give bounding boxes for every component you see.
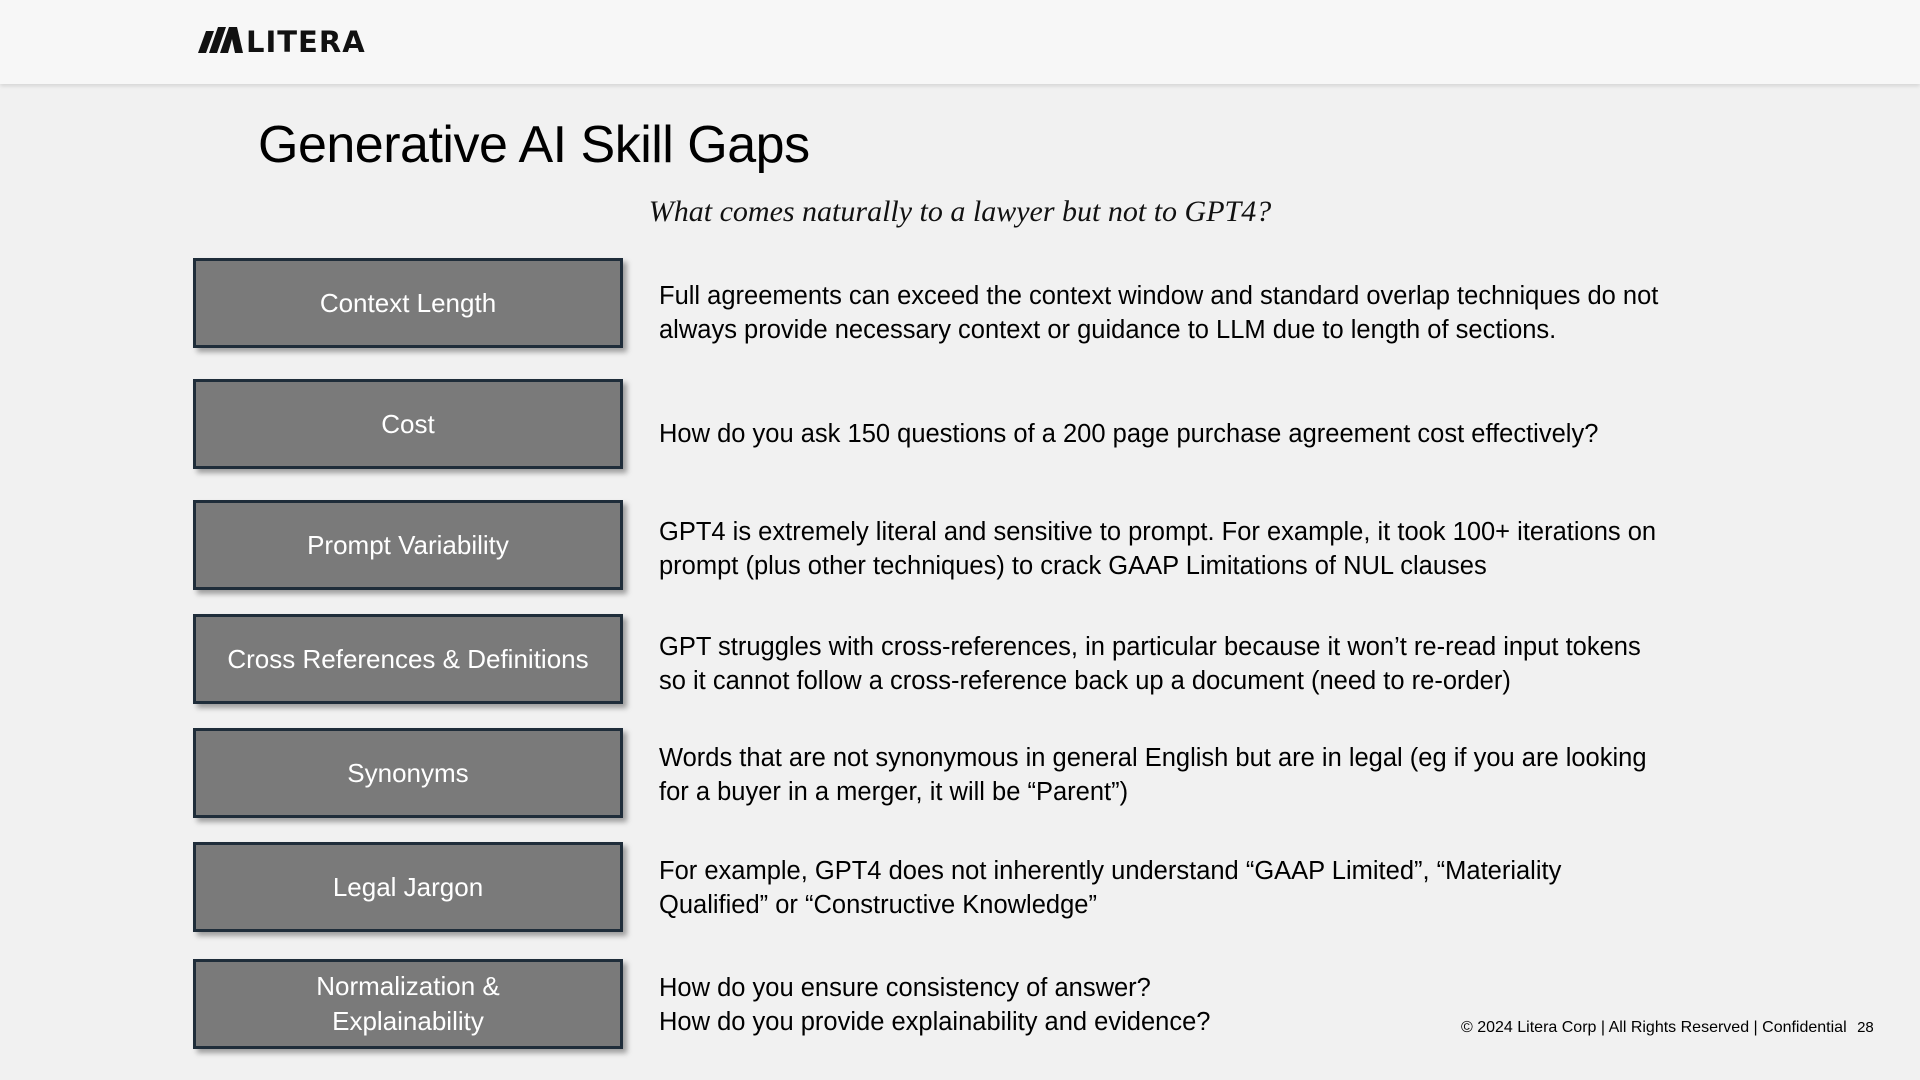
gap-label-box bbox=[193, 500, 623, 590]
gap-label-box bbox=[193, 379, 623, 469]
gap-description bbox=[659, 417, 1739, 451]
gap-description-line: For example, GPT4 does not inherently understand “GAAP Limited”, “Materiality bbox=[659, 857, 1562, 885]
gap-label: Synonyms bbox=[347, 757, 469, 788]
gap-label: Cost bbox=[381, 408, 435, 439]
gap-label-line: Normalization & bbox=[316, 971, 500, 1001]
gap-description bbox=[659, 630, 1739, 698]
gap-label bbox=[316, 969, 500, 1039]
gap-label-box bbox=[193, 614, 623, 704]
gap-description-line: for a buyer in a merger, it will be “Parent”) bbox=[659, 778, 1129, 806]
gap-label: Context Length bbox=[319, 287, 497, 318]
gap-label-box bbox=[193, 842, 623, 932]
gap-description bbox=[659, 515, 1739, 583]
logo-wordmark: LITERA bbox=[246, 25, 366, 59]
gap-description bbox=[659, 741, 1739, 809]
slide-title: Generative AI Skill Gaps bbox=[258, 116, 810, 174]
gap-label-box bbox=[193, 959, 623, 1049]
gap-description-line: How do you provide explainability and evidence? bbox=[659, 1008, 1211, 1036]
gap-label-box bbox=[193, 258, 623, 348]
gap-description-line: Qualified” or “Constructive Knowledge” bbox=[659, 891, 1097, 919]
gap-description-line: How do you ensure consistency of answer? bbox=[659, 974, 1151, 1002]
slide-subtitle: What comes naturally to a lawyer but not to GPT4? bbox=[648, 195, 1272, 228]
copyright-text: © 2024 Litera Corp | All Rights Reserved | Confidential bbox=[1461, 1019, 1847, 1036]
gap-description-line: GPT4 is extremely literal and sensitive to prompt. For example, it took 100+ iterations on bbox=[659, 518, 1657, 546]
litera-logo bbox=[198, 24, 366, 60]
gap-description-line: always provide necessary context or guidance to LLM due to length of sections. bbox=[659, 316, 1557, 344]
gap-label: Cross References & Definitions bbox=[227, 643, 589, 674]
gap-label-box bbox=[193, 728, 623, 818]
slide-footer bbox=[1461, 1019, 1874, 1037]
litera-logo-icon bbox=[198, 25, 244, 59]
slide-header bbox=[0, 0, 1920, 84]
gap-label: Prompt Variability bbox=[307, 529, 509, 560]
gap-description bbox=[659, 854, 1739, 922]
gap-label-line: Explainability bbox=[332, 1006, 484, 1036]
gap-description-line: so it cannot follow a cross-reference back up a document (need to re-order) bbox=[659, 667, 1511, 695]
page-number: 28 bbox=[1857, 1019, 1874, 1036]
gap-description bbox=[659, 279, 1739, 347]
gap-description-line: Words that are not synonymous in general English but are in legal (eg if you are looking bbox=[659, 744, 1647, 772]
gap-description-line: How do you ask 150 questions of a 200 page purchase agreement cost effectively? bbox=[659, 420, 1599, 448]
gap-description-line: GPT struggles with cross-references, in particular because it won’t re-read input tokens bbox=[659, 633, 1641, 661]
gap-label: Legal Jargon bbox=[332, 871, 484, 902]
gap-description-line: prompt (plus other techniques) to crack GAAP Limitations of NUL clauses bbox=[659, 552, 1487, 580]
gap-description-line: Full agreements can exceed the context window and standard overlap techniques do not bbox=[659, 282, 1659, 310]
